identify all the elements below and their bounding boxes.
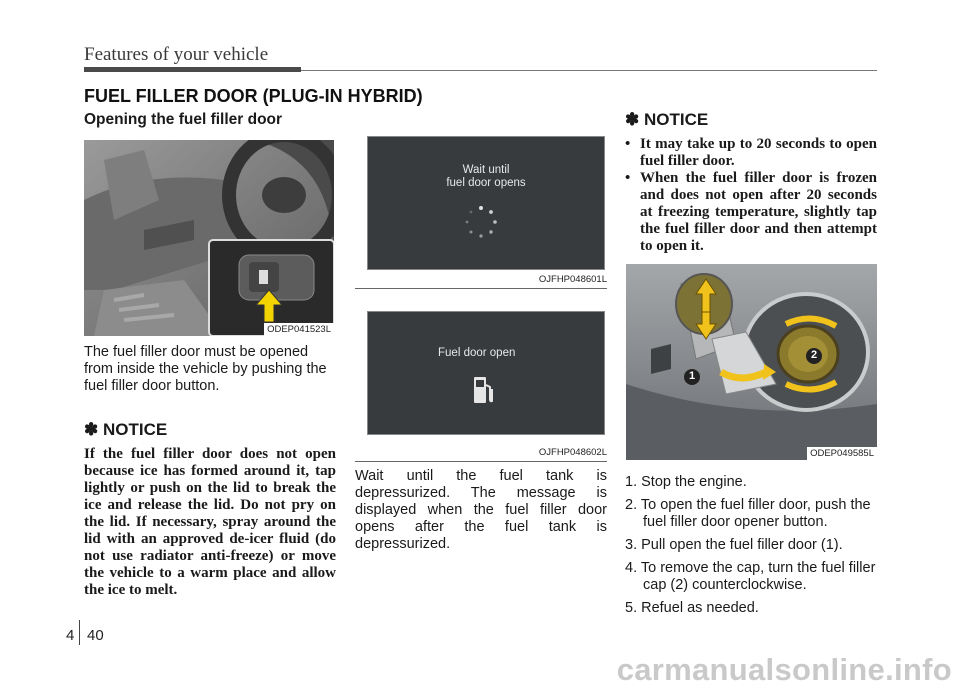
notice-title-2: ✽ NOTICE xyxy=(625,110,709,129)
body-paragraph: The fuel filler door must be opened from inside the vehicle by pushing the fuel filler door button. xyxy=(84,344,327,394)
chapter-number: 4 xyxy=(66,627,75,644)
image-caption-2: ODEP049585L xyxy=(807,447,877,460)
step-item: 4. To remove the cap, turn the fuel filler cap (2) counterclockwise. xyxy=(625,560,876,593)
fuel-pump-icon xyxy=(472,375,494,405)
section-title: FUEL FILLER DOOR (PLUG-IN HYBRID) xyxy=(84,86,423,106)
header-rule-thin xyxy=(301,70,877,71)
cluster-screen-open xyxy=(367,311,605,435)
fuel-door-illustration xyxy=(626,264,877,460)
callout-label-2: 2 xyxy=(810,349,818,361)
column-2-body xyxy=(355,468,607,553)
page-number: 40 xyxy=(87,627,104,644)
notice-bullets xyxy=(625,136,877,255)
notice-bullet: • It may take up to 20 seconds to open fuel filler door. xyxy=(625,136,877,170)
screen1-caption: OJFHP048601L xyxy=(538,274,607,285)
dashboard-illustration xyxy=(84,140,334,336)
step-item: 5. Refuel as needed. xyxy=(625,600,759,616)
depressurize-paragraph: Wait until the fuel tank is depressurized. The message is displayed when the fuel filler door opens after the fuel tank is depressurized. xyxy=(355,468,607,552)
step-item: 2. To open the fuel filler door, push the fuel filler door opener button. xyxy=(625,497,871,530)
callout-label-1: 1 xyxy=(688,370,696,382)
fuel-door-photo xyxy=(626,264,877,460)
steps-list xyxy=(625,474,877,617)
image-caption: ODEP041523L xyxy=(264,323,334,336)
step-item: 3. Pull open the fuel filler door (1). xyxy=(625,537,843,553)
notice-title: ✽ NOTICE xyxy=(84,420,168,439)
chapter-header: Features of your vehicle xyxy=(84,44,269,65)
column-1-body xyxy=(84,344,336,599)
watermark: carmanualsonline.info xyxy=(616,652,952,687)
column-1 xyxy=(84,111,336,129)
step-item: 1. Stop the engine. xyxy=(625,474,747,490)
notice-bullet: • When the fuel filler door is frozen and does not open after 20 seconds at freezing temperature, slightly tap the fuel filler door and then attempt to open it. xyxy=(625,170,877,255)
loading-spinner-icon xyxy=(464,205,498,239)
footer-divider xyxy=(79,620,80,645)
cluster-screen-wait xyxy=(367,136,605,270)
header-rule-thick xyxy=(84,67,301,72)
screen-text-line2: fuel door opens xyxy=(446,177,526,189)
dashboard-photo xyxy=(84,140,334,336)
screen-text-line1: Wait until xyxy=(462,164,510,176)
notice-text: If the fuel filler door does not open because ice has formed around it, tap lightly or push on the lid to break the ice and release the lid. Do not pry on the lid. If necessary, spray around the lid with an approved de-icer fluid (do not use radiator anti-freeze) or move the vehicle to a warm place and allow the ice to melt. xyxy=(84,446,336,598)
subhead-opening: Opening the fuel filler door xyxy=(84,111,283,128)
column-3 xyxy=(625,110,877,255)
column-3-steps xyxy=(625,474,877,623)
screen2-caption-bar xyxy=(355,433,607,462)
screen-text-open: Fuel door open xyxy=(438,347,516,359)
screen2-caption: OJFHP048602L xyxy=(538,447,607,458)
screen1-caption-bar xyxy=(355,268,607,289)
